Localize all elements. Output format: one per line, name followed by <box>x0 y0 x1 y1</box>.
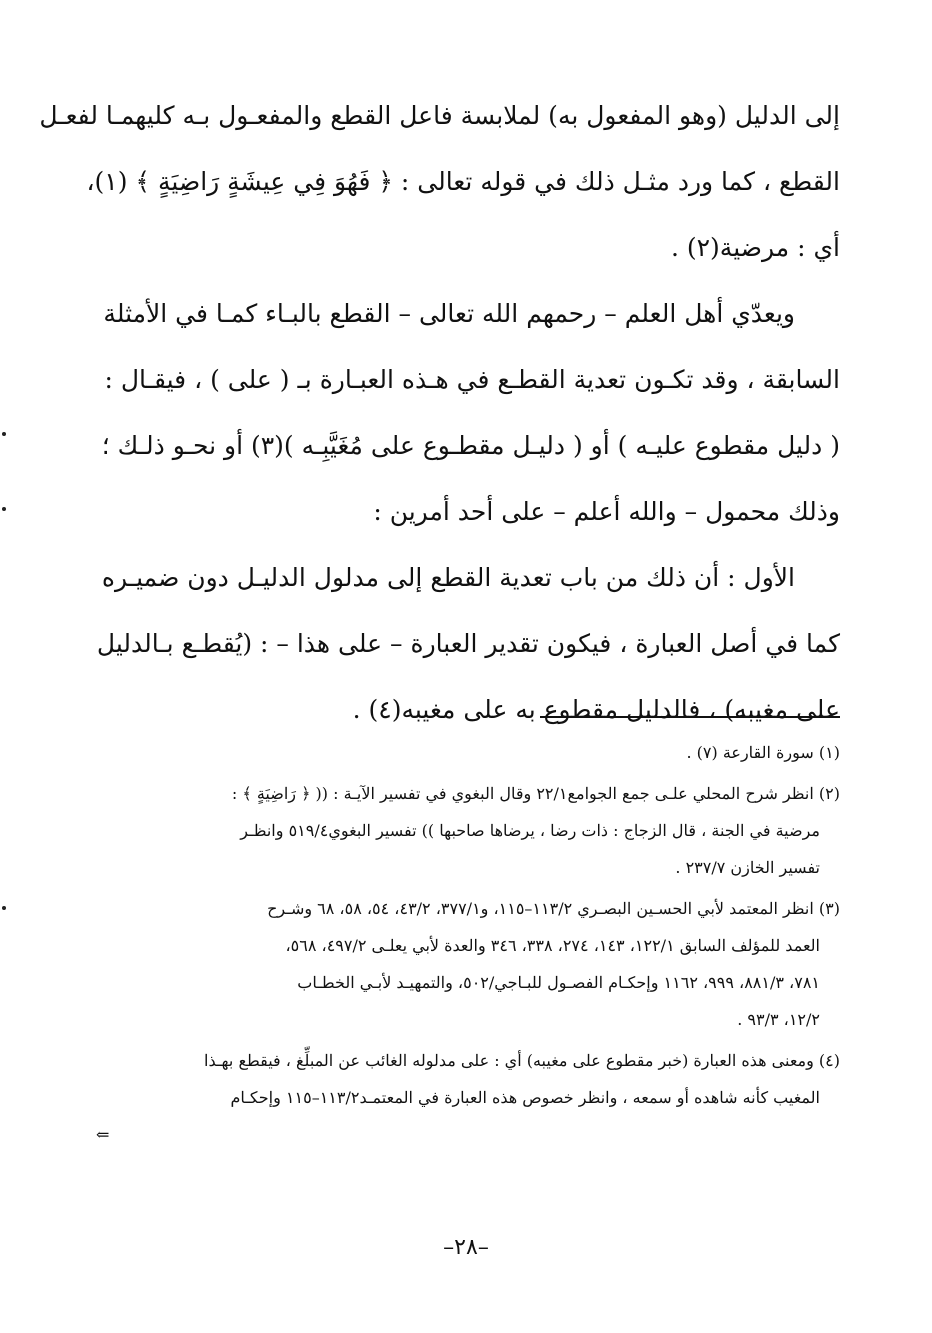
footnote-line: ٧٨١، ٨٨١/٣، ٩٩٩، ١١٦٢ وإحكـام الفصـول للبـاجي/٥٠٢، والتمهيـد لأبـي الخطـاب <box>297 973 820 992</box>
footnote-line: المغيب كأنه شاهده أو سمعه ، وانظر خصوص هذه العبارة في المعتمـد١١٣/٢–١١٥ وإحكـام <box>230 1088 820 1107</box>
footnote-line: (٤) ومعنى هذه العبارة (خبر مقطوع على مغيبه) أي : على مدلوله الغائب عن المبلِّغ ، فيقطع بهـذا <box>204 1051 840 1070</box>
footnote-line: (٣) انظر المعتمد لأبي الحسـين البصـري ١١٣/٢–١١٥، و٣٧٧/١، ٤٣/٢، ٥٤، ٥٨، ٦٨ وشـرح <box>267 899 840 918</box>
scan-speck <box>2 507 6 511</box>
footnote-line: (١) سورة القارعة (٧) . <box>686 743 840 762</box>
footnote-line: (٢) انظر شرح المحلي علـى جمع الجوامع٢٢/١ وقال البغوي في تفسير الآيـة : (( ﴿ رَاضِيَةٍ ﴾ : <box>231 784 840 803</box>
footnote-2 <box>96 775 840 886</box>
footnote-3 <box>96 890 840 1038</box>
continuation-arrow-icon: ⇐ <box>96 1125 110 1144</box>
body-line: الأول : أن ذلك من باب تعدية القطع إلى مدلول الدليـل دون ضميـره <box>101 563 795 592</box>
body-line: وذلك محمول – والله أعلم – على أحد أمرين : <box>373 497 840 526</box>
footnote-4 <box>96 1042 840 1153</box>
footnote-separator <box>540 716 840 718</box>
scan-speck <box>2 432 6 436</box>
body-line: كما في أصل العبارة ، فيكون تقدير العبارة – على هذا – : (يُقطـع بـالدليل <box>96 629 840 658</box>
body-line: القطع ، كما ورد مثـل ذلك في قوله تعالى : ﴿ فَهُوَ فِي عِيشَةٍ رَاضِيَةٍ ﴾ (١)، <box>86 167 840 196</box>
body-line: على مغيبه) ، فالدليل مقطوع به على مغيبه(٤) . <box>352 695 840 724</box>
page-number: –٢٨– <box>443 1235 489 1260</box>
main-body-text <box>39 83 840 743</box>
body-line: السابقة ، وقد تكـون تعدية القطـع في هـذه العبـارة بـ ( على ) ، فيقـال : <box>104 365 840 394</box>
scan-speck <box>2 906 6 910</box>
footnote-1 <box>96 734 840 771</box>
body-line: ويعدّي أهل العلم – رحمهم الله تعالى – القطع بالبـاء كمـا في الأمثلة <box>103 299 795 328</box>
body-line: ( دليل مقطوع عليـه ) أو ( دليـل مقطـوع على مُغَيَّبِـه )(٣) أو نحـو ذلـك ؛ <box>101 431 840 460</box>
body-line: أي : مرضية(٢) . <box>670 233 840 262</box>
footnote-line: ١٢/٢، ٩٣/٣ . <box>737 1010 820 1029</box>
footnote-line: العمد للمؤلف السابق ١٢٢/١، ١٤٣، ٢٧٤، ٣٣٨، ٣٤٦ والعدة لأبي يعلـى ٤٩٧/٢، ٥٦٨، <box>285 936 820 955</box>
footnotes <box>96 734 840 1153</box>
footnote-line: تفسير الخازن ٢٣٧/٧ . <box>675 858 820 877</box>
footnote-line: مرضية في الجنة ، قال الزجاج : ذات رضا ، يرضاها صاحبها )) تفسير البغوي٥١٩/٤ وانظـر <box>240 821 820 840</box>
body-line: إلى الدليل (وهو المفعول به) لملابسة فاعل القطع والمفعـول بـه كليهمـا لفعـل <box>39 101 840 130</box>
